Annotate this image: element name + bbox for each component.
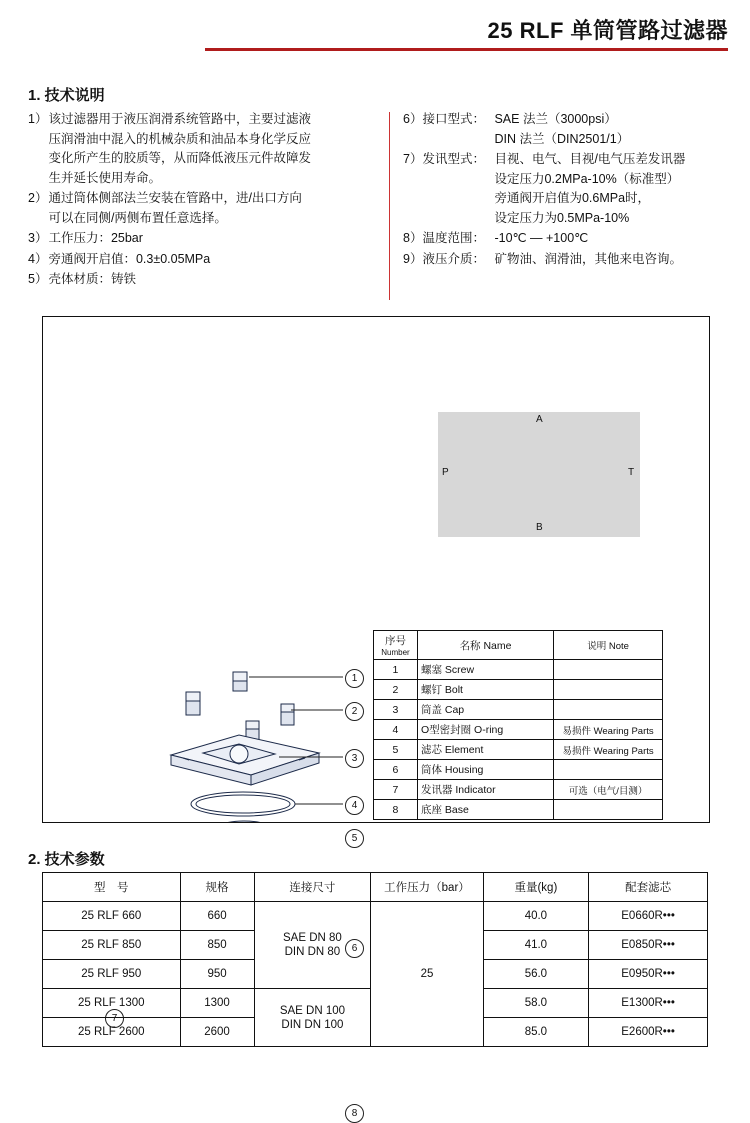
connection-line-2: DIN DN 80 <box>284 946 341 958</box>
spec-column-right <box>403 110 723 270</box>
item-line: 设定压力0.2MPa-10%（标准型） <box>494 171 680 186</box>
list-item <box>403 110 723 149</box>
item-body <box>48 229 373 249</box>
cell-number: 5 <box>374 740 418 760</box>
item-line: 设定压力为0.5MPa-10% <box>494 210 630 225</box>
item-line: 通过筒体侧部法兰安装在管路中，进/出口方向 <box>48 191 302 205</box>
header-connection-size: 连接尺寸 <box>254 873 371 902</box>
cell-spec: 1300 <box>180 989 254 1018</box>
item-body <box>494 229 723 249</box>
item-line: 可以在同侧/两侧布置任意选择。 <box>48 210 227 225</box>
item-body <box>494 150 723 228</box>
cell-number: 7 <box>374 780 418 800</box>
list-item <box>28 270 373 290</box>
header-name: 名称 Name <box>417 631 553 660</box>
cell-note: 易损件 Wearing Parts <box>554 740 663 760</box>
cell-note: 易损件 Wearing Parts <box>554 720 663 740</box>
hydraulic-schematic <box>438 412 640 537</box>
table-row <box>374 700 663 720</box>
item-line: 变化所产生的胶质等，从而降低液压元件故障发 <box>48 151 311 165</box>
item-line: 旁通阀开启值：0.3±0.05MPa <box>48 251 211 266</box>
header-element: 配套滤芯 <box>589 873 708 902</box>
item-label: 液压介质： <box>422 251 485 266</box>
cell-weight: 41.0 <box>483 931 589 960</box>
cell-name: 螺钉 Bolt <box>417 680 553 700</box>
callout-4: 4 <box>345 796 364 815</box>
item-body <box>48 110 373 188</box>
section-heading-tech-parameters: 2. 技术参数 <box>28 851 105 868</box>
cell-note <box>554 680 663 700</box>
cell-weight: 85.0 <box>483 1018 589 1047</box>
cell-spec: 660 <box>180 902 254 931</box>
item-line: 矿物油、润滑油，其他来电咨询。 <box>494 251 682 266</box>
cell-element: E1300R••• <box>589 989 708 1018</box>
cell-note <box>554 700 663 720</box>
header-number <box>374 631 418 660</box>
header-number-en: Number <box>381 648 410 657</box>
cell-name: 筒体 Housing <box>417 760 553 780</box>
page-header <box>0 8 750 54</box>
item-line: SAE 法兰（3000psi） <box>494 112 617 126</box>
spec-column-left <box>28 110 373 291</box>
item-line: 该过滤器用于液压润滑系统管路中，主要过滤液 <box>48 112 311 126</box>
column-divider <box>389 112 390 300</box>
list-item <box>28 110 373 188</box>
cell-weight: 58.0 <box>483 989 589 1018</box>
callout-3: 3 <box>345 749 364 768</box>
item-line: DIN 法兰（DIN2501/1） <box>494 131 630 146</box>
cell-spec: 950 <box>180 960 254 989</box>
table-row <box>374 800 663 820</box>
item-body <box>48 189 373 228</box>
item-number: 3） <box>28 231 48 245</box>
header-note: 说明 Note <box>554 631 663 660</box>
header-working-pressure: 工作压力（bar） <box>371 873 483 902</box>
connection-line-1: SAE DN 100 <box>279 1004 346 1017</box>
cell-spec: 850 <box>180 931 254 960</box>
header-weight: 重量(kg) <box>483 873 589 902</box>
cell-element: E2600R••• <box>589 1018 708 1047</box>
table-row <box>374 720 663 740</box>
cell-working-pressure: 25 <box>371 902 483 1047</box>
section-heading-tech-description: 1. 技术说明 <box>28 87 105 104</box>
cell-name: 发讯器 Indicator <box>417 780 553 800</box>
list-item <box>28 250 373 270</box>
cell-model: 25 RLF 1300 <box>43 989 181 1018</box>
item-number: 5） <box>28 272 48 286</box>
item-body <box>494 110 723 149</box>
cell-element: E0950R••• <box>589 960 708 989</box>
item-number: 4） <box>28 251 48 266</box>
cell-note <box>554 760 663 780</box>
cell-number: 8 <box>374 800 418 820</box>
schematic-label-a: A <box>536 414 543 425</box>
callout-2: 2 <box>345 702 364 721</box>
cell-number: 3 <box>374 700 418 720</box>
item-line: 生并延长使用寿命。 <box>48 170 161 185</box>
item-number: 7） <box>403 152 423 166</box>
item-line: 压润滑油中混入的机械杂质和油品本身化学反应 <box>48 131 311 146</box>
cell-name: O型密封圈 O-ring <box>417 720 553 740</box>
item-line: 目视、电气、目视/电气压差发讯器 <box>494 152 686 166</box>
item-line: 工作压力：25bar <box>48 231 143 245</box>
item-number: 6） <box>403 112 423 126</box>
cell-name: 筒盖 Cap <box>417 700 553 720</box>
list-item <box>403 250 723 270</box>
cell-model: 25 RLF 950 <box>43 960 181 989</box>
table-row <box>374 680 663 700</box>
list-item <box>403 150 723 228</box>
cell-model: 25 RLF 850 <box>43 931 181 960</box>
item-number: 9） <box>403 251 423 266</box>
table-header-row <box>374 631 663 660</box>
cell-connection-size <box>254 902 371 989</box>
cell-note <box>554 660 663 680</box>
cell-number: 4 <box>374 720 418 740</box>
item-body <box>494 250 723 270</box>
schematic-label-t: T <box>628 467 635 478</box>
cell-spec: 2600 <box>180 1018 254 1047</box>
item-label: 发讯型式： <box>422 152 485 166</box>
item-line: 壳体材质：铸铁 <box>48 272 136 286</box>
table-row <box>374 740 663 760</box>
cell-name: 螺塞 Screw <box>417 660 553 680</box>
cell-connection-size <box>254 989 371 1047</box>
header-rule <box>205 48 728 51</box>
callout-5: 5 <box>345 829 364 848</box>
connection-line-1: SAE DN 80 <box>283 932 342 944</box>
cell-model: 25 RLF 660 <box>43 902 181 931</box>
item-body <box>48 250 373 270</box>
parts-table <box>373 630 663 820</box>
item-line: -10℃ — +100℃ <box>494 231 589 245</box>
cell-number: 2 <box>374 680 418 700</box>
item-label: 温度范围： <box>422 231 485 245</box>
table-row <box>374 780 663 800</box>
header-model: 型 号 <box>43 873 181 902</box>
schematic-label-b: B <box>536 522 543 533</box>
header-number-cn: 序号 <box>384 635 406 647</box>
list-item <box>403 229 723 249</box>
cell-element: E0660R••• <box>589 902 708 931</box>
table-row <box>374 660 663 680</box>
item-body <box>48 270 373 290</box>
item-number: 1） <box>28 112 48 126</box>
table-row <box>374 760 663 780</box>
item-number: 8） <box>403 231 423 245</box>
list-item <box>28 189 373 228</box>
table-header-row <box>43 873 708 902</box>
header-spec: 规格 <box>180 873 254 902</box>
cell-note: 可选（电气/目测） <box>554 780 663 800</box>
cell-weight: 40.0 <box>483 902 589 931</box>
cell-name: 滤芯 Element <box>417 740 553 760</box>
callout-6: 6 <box>345 939 364 958</box>
callout-7: 7 <box>105 1009 124 1028</box>
item-line: 旁通阀开启值为0.6MPa时， <box>494 191 651 205</box>
page-title: 25 RLF 单筒管路过滤器 <box>487 18 728 43</box>
parameter-table <box>42 872 708 1047</box>
connection-line-2: DIN DN 100 <box>281 1018 344 1031</box>
cell-note <box>554 800 663 820</box>
callout-8: 8 <box>345 1104 364 1123</box>
schematic-label-p: P <box>442 467 449 478</box>
specification-columns <box>28 110 722 305</box>
cell-name: 底座 Base <box>417 800 553 820</box>
list-item <box>28 229 373 249</box>
cell-element: E0850R••• <box>589 931 708 960</box>
cell-number: 1 <box>374 660 418 680</box>
cell-number: 6 <box>374 760 418 780</box>
callout-1: 1 <box>345 669 364 688</box>
item-number: 2） <box>28 191 48 205</box>
item-label: 接口型式： <box>422 112 485 126</box>
cell-model: 25 RLF 2600 <box>43 1018 181 1047</box>
cell-weight: 56.0 <box>483 960 589 989</box>
table-row <box>43 902 708 931</box>
